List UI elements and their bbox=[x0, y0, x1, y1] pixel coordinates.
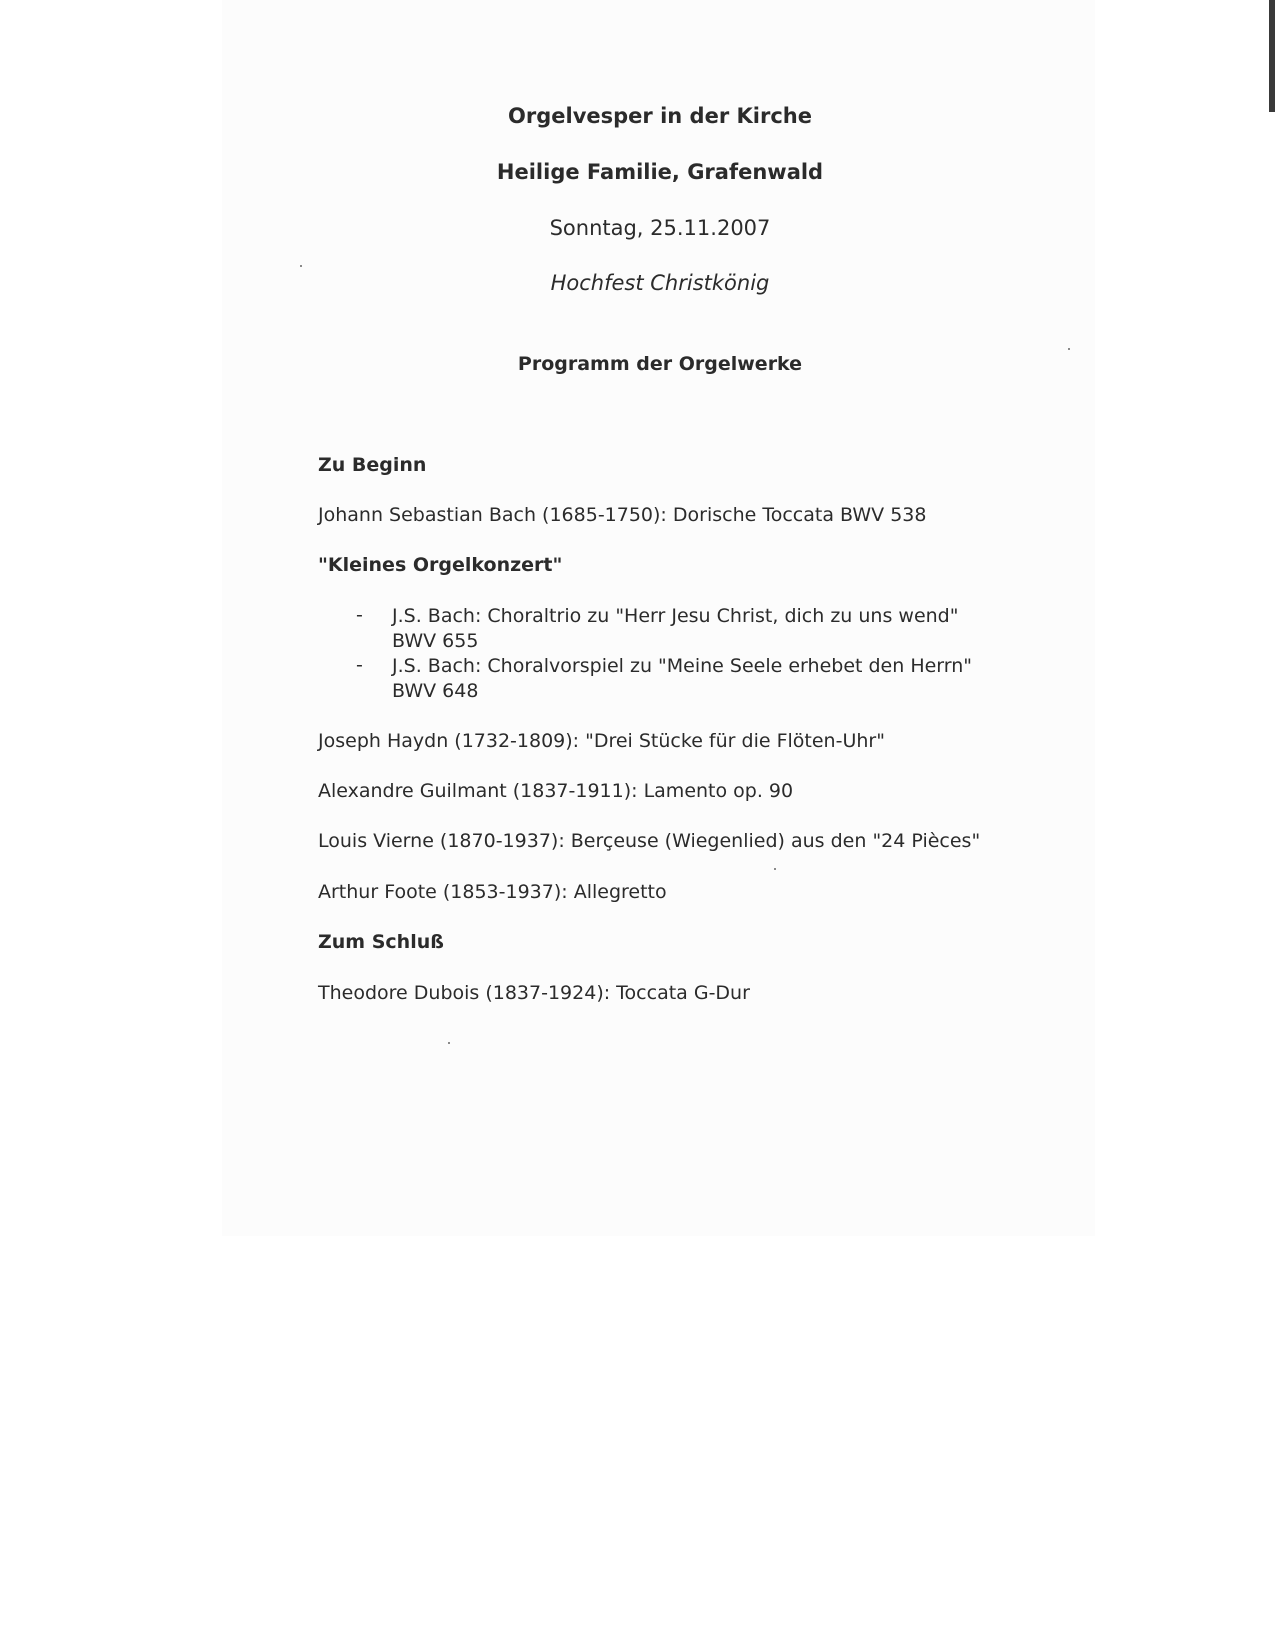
scan-speck bbox=[448, 1042, 450, 1044]
list-item-line: BWV 655 bbox=[392, 630, 479, 652]
program-piece: Arthur Foote (1853-1937): Allegretto bbox=[318, 881, 667, 903]
section-heading-closing: Zum Schluß bbox=[318, 931, 444, 953]
opening-piece: Johann Sebastian Bach (1685-1750): Dorische Toccata BWV 538 bbox=[318, 504, 927, 526]
list-item-line: J.S. Bach: Choralvorspiel zu "Meine Seele erhebet den Herrn" bbox=[392, 655, 973, 677]
program-title: Programm der Orgelwerke bbox=[517, 353, 803, 375]
list-item-line: J.S. Bach: Choraltrio zu "Herr Jesu Christ, dich zu uns wend" bbox=[392, 605, 959, 627]
feast-name: Hochfest Christkönig bbox=[550, 271, 770, 295]
scan-edge-shadow bbox=[1269, 0, 1275, 112]
venue-title: Heilige Familie, Grafenwald bbox=[496, 160, 824, 184]
list-bullet: - bbox=[356, 654, 363, 676]
scan-speck bbox=[300, 265, 302, 267]
list-item-line: BWV 648 bbox=[392, 680, 479, 702]
program-piece: Louis Vierne (1870-1937): Berçeuse (Wiegenlied) aus den "24 Pièces" bbox=[318, 830, 981, 852]
program-piece: Alexandre Guilmant (1837-1911): Lamento op. 90 bbox=[318, 780, 794, 802]
event-date: Sonntag, 25.11.2007 bbox=[549, 216, 771, 240]
scan-speck bbox=[774, 868, 776, 870]
list-bullet: - bbox=[356, 604, 363, 626]
scan-speck bbox=[1068, 348, 1070, 350]
section-heading-opening: Zu Beginn bbox=[318, 454, 427, 476]
page-title: Orgelvesper in der Kirche bbox=[508, 104, 812, 128]
section-heading-concert: "Kleines Orgelkonzert" bbox=[318, 554, 563, 576]
program-piece: Joseph Haydn (1732-1809): "Drei Stücke für die Flöten-Uhr" bbox=[318, 730, 885, 752]
closing-piece: Theodore Dubois (1837-1924): Toccata G-Dur bbox=[318, 982, 750, 1004]
